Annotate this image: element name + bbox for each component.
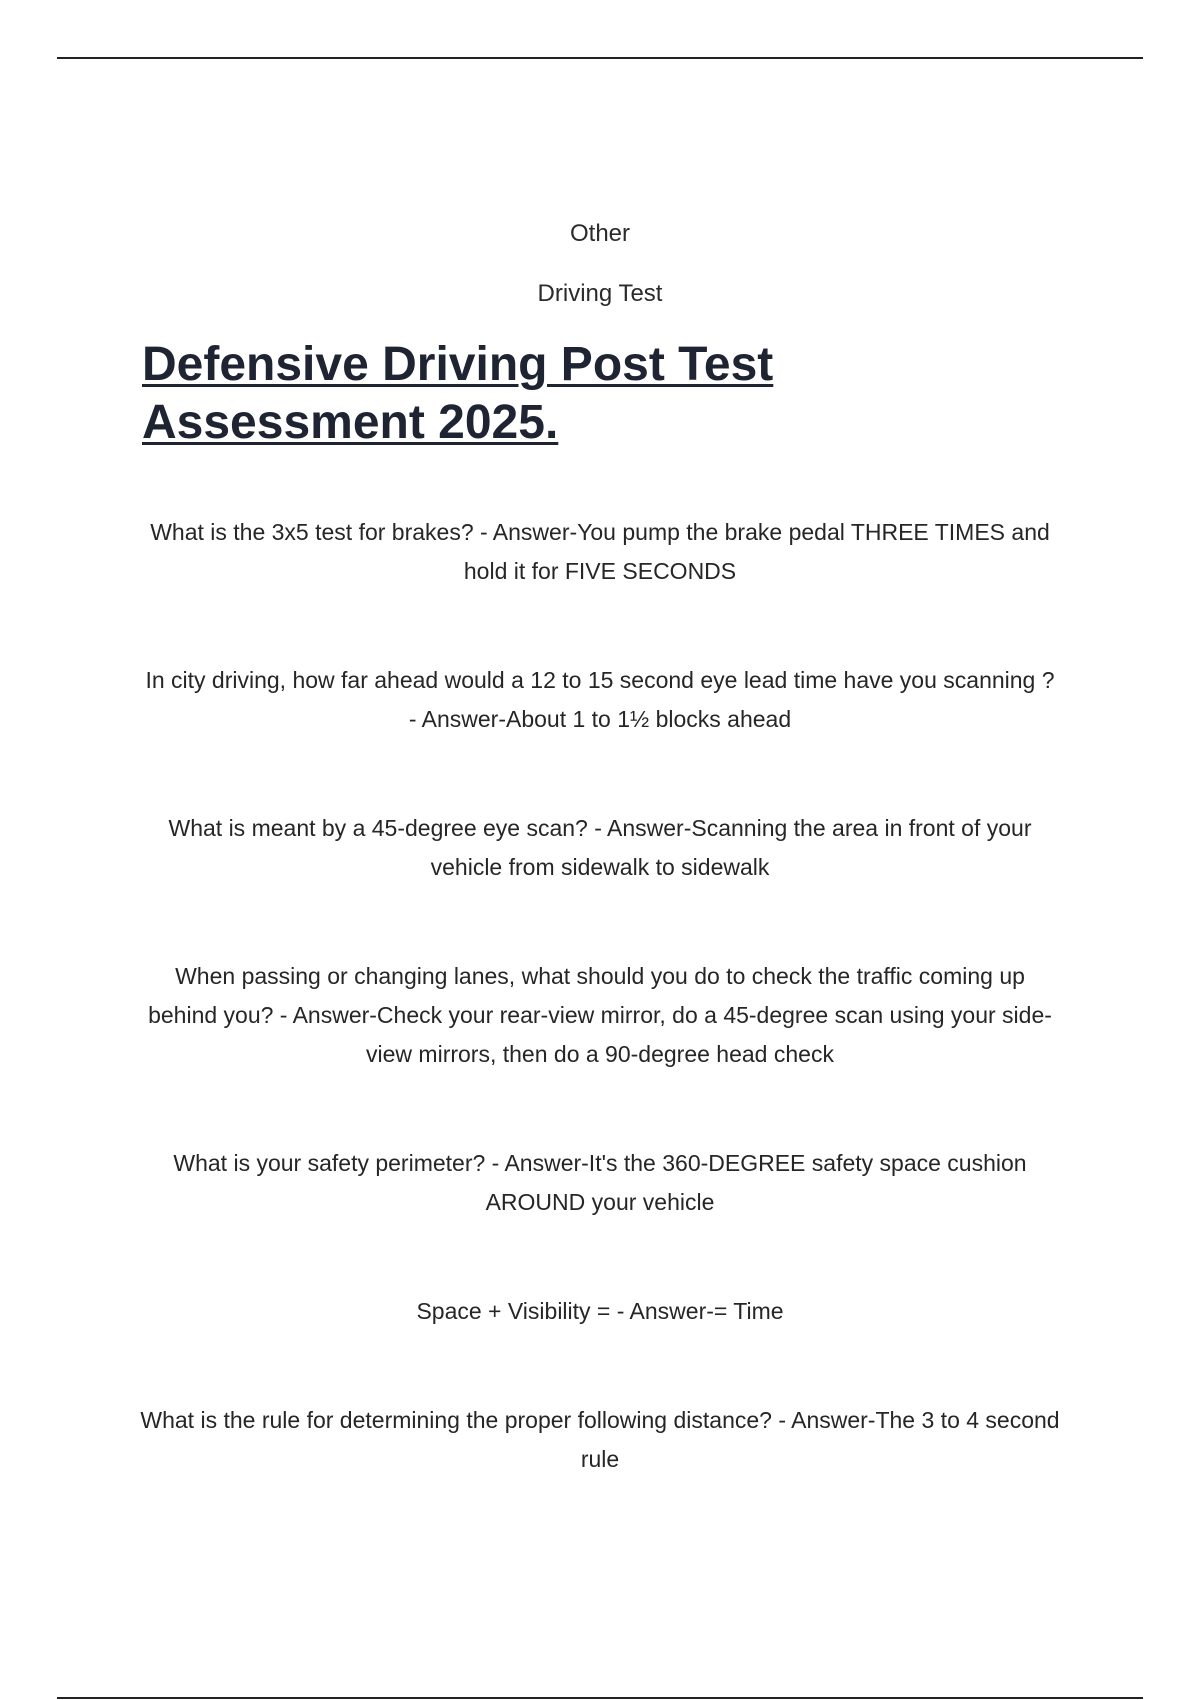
bottom-divider [57, 1697, 1143, 1699]
qa-item: What is meant by a 45-degree eye scan? - Answer-Scanning the area in front of your vehicle from sidewalk to sidewalk [168, 815, 1032, 880]
document-subcategory: Driving Test [537, 280, 663, 307]
qa-item: In city driving, how far ahead would a 12 to 15 second eye lead time have you scanning ? - Answer-About 1 to 1½ blocks ahead [145, 667, 1055, 732]
qa-item: What is the 3x5 test for brakes? - Answer-You pump the brake pedal THREE TIMES and hold it for FIVE SECONDS [150, 519, 1050, 584]
qa-item: What is your safety perimeter? - Answer-It's the 360-DEGREE safety space cushion AROUND your vehicle [173, 1150, 1027, 1215]
qa-item: What is the rule for determining the proper following distance? - Answer-The 3 to 4 second rule [140, 1407, 1060, 1472]
document-title: Defensive Driving Post Test Assessment 2025. [142, 338, 774, 449]
qa-item: When passing or changing lanes, what should you do to check the traffic coming up behind you? - Answer-Check your rear-view mirror, do a 45-degree scan using your side-view mirrors, then do a 90-degree head check [148, 963, 1052, 1067]
top-divider [57, 57, 1143, 59]
document-category: Other [569, 220, 631, 247]
qa-item: Space + Visibility = - Answer-= Time [416, 1298, 784, 1324]
